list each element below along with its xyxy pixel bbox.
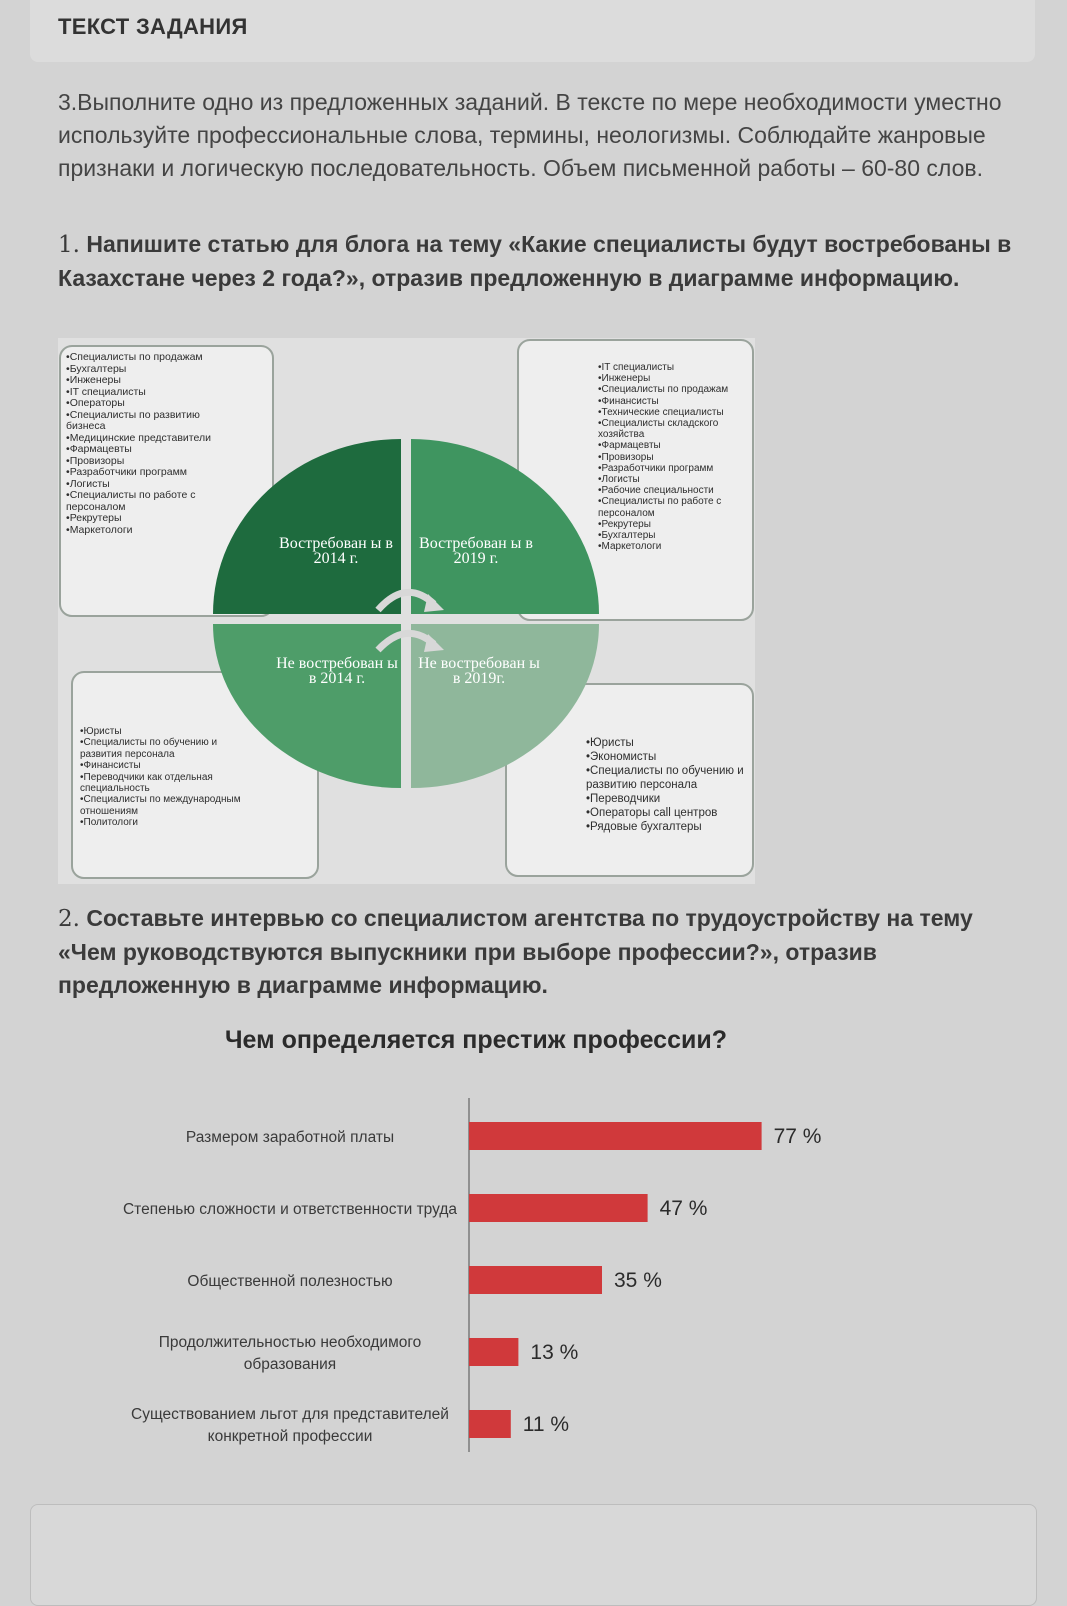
list-item: • Разработчики программ bbox=[66, 467, 216, 479]
bar-value-label: 35 % bbox=[614, 1269, 662, 1292]
list-item: • Бухгалтеры bbox=[598, 530, 748, 541]
list-item: • Переводчики bbox=[586, 792, 746, 806]
list-item: • Специалисты по обучению и развития персонала bbox=[80, 737, 245, 760]
bar bbox=[469, 1194, 648, 1222]
list-item: • Логисты bbox=[66, 479, 216, 491]
list-item: • Юристы bbox=[586, 736, 746, 750]
list-item: • Рекрутеры bbox=[598, 519, 748, 530]
list-item: • Маркетологи bbox=[66, 525, 216, 537]
list-item: • Финансисты bbox=[598, 396, 748, 407]
category-label: Размером заработной платы bbox=[185, 1129, 395, 1146]
list-item: • Медицинские представители bbox=[66, 433, 216, 445]
list-item: • Экономисты bbox=[586, 750, 746, 764]
list-item: • Инженеры bbox=[598, 373, 748, 384]
list-not-demanded-2019 bbox=[586, 736, 746, 834]
task-1-number: 1. bbox=[58, 232, 80, 258]
category-label: образования bbox=[243, 1356, 337, 1373]
label-demanded-2019: Востребован ы в 2019 г. bbox=[419, 535, 533, 567]
list-item: • Рекрутеры bbox=[66, 513, 216, 525]
list-item: • Разработчики программ bbox=[598, 463, 748, 474]
category-label: конкретной профессии bbox=[207, 1428, 373, 1445]
list-demanded-2014 bbox=[66, 352, 216, 536]
list-item: • Фармацевты bbox=[598, 440, 748, 451]
category-label: Общественной полезностью bbox=[187, 1273, 393, 1290]
bar-value-label: 77 % bbox=[773, 1125, 822, 1148]
task-2-number: 2. bbox=[58, 906, 80, 932]
list-item: • Рабочие специальности bbox=[598, 485, 748, 496]
task-2 bbox=[58, 902, 1018, 1002]
list-item: • Специалисты по работе с персоналом bbox=[66, 490, 216, 513]
list-demanded-2019 bbox=[598, 362, 748, 552]
prestige-bar-chart bbox=[58, 1012, 1018, 1462]
label-not-demanded-2019: Не востребован ы в 2019г. bbox=[418, 655, 540, 687]
bar bbox=[469, 1410, 511, 1438]
list-item: • Специалисты по обучению и развитию персонала bbox=[586, 764, 746, 792]
list-item: • Бухгалтеры bbox=[66, 364, 216, 376]
bar bbox=[469, 1266, 602, 1294]
task-2-text: Составьте интервью со специалистом агентства по трудоустройству на тему «Чем руководствуются выпускники при выборе профессии?», отразив предложенную в диаграмме информацию. bbox=[58, 905, 973, 998]
task-1-text: Напишите статью для блога на тему «Какие специалисты будут востребованы в Казахстане через 2 года?», отразив предложенную в диаграмме информацию. bbox=[58, 231, 1012, 291]
list-item: • Специалисты по продажам bbox=[598, 384, 748, 395]
bar-chart-svg bbox=[58, 1012, 1018, 1462]
demand-diagram bbox=[58, 338, 755, 884]
list-item: • Финансисты bbox=[80, 760, 245, 771]
bar bbox=[469, 1122, 762, 1150]
list-item: • Маркетологи bbox=[598, 541, 748, 552]
list-item: • Провизоры bbox=[66, 456, 216, 468]
list-item: • Операторы call центров bbox=[586, 806, 746, 820]
list-item: • Специалисты складского хозяйства bbox=[598, 418, 748, 440]
list-item: • Провизоры bbox=[598, 452, 748, 463]
list-item: • Юристы bbox=[80, 726, 245, 737]
list-item: • Рядовые бухгалтеры bbox=[586, 820, 746, 834]
list-item: • Операторы bbox=[66, 398, 216, 410]
list-item: • Фармацевты bbox=[66, 444, 216, 456]
list-item: • Логисты bbox=[598, 474, 748, 485]
label-demanded-2014: Востребован ы в 2014 г. bbox=[279, 535, 393, 567]
list-not-demanded-2014 bbox=[80, 726, 245, 829]
list-item: • IT специалисты bbox=[598, 362, 748, 373]
bar-value-label: 13 % bbox=[530, 1341, 579, 1364]
chart-title: Чем определяется престиж профессии? bbox=[224, 1026, 728, 1054]
list-item: • Политологи bbox=[80, 817, 245, 828]
list-item: • Специалисты по работе с персоналом bbox=[598, 496, 748, 518]
category-label: Продолжительностью необходимого bbox=[158, 1334, 422, 1351]
list-item: • Специалисты по международным отношениям bbox=[80, 794, 245, 817]
list-item: • Технические специалисты bbox=[598, 407, 748, 418]
bar-value-label: 47 % bbox=[659, 1197, 708, 1220]
category-label: Степенью сложности и ответственности труда bbox=[122, 1201, 458, 1218]
list-item: • Специалисты по продажам bbox=[66, 352, 216, 364]
task-1 bbox=[58, 228, 1018, 295]
list-item: • Переводчики как отдельная специальность bbox=[80, 772, 245, 795]
task-header bbox=[30, 0, 1035, 62]
task-instructions: 3.Выполните одно из предложенных заданий. В тексте по мере необходимости уместно используйте профессиональные слова, термины, неологизмы. Соблюдайте жанровые признаки и логическую последовательность. Объем письменной работы – 60-80 слов. bbox=[58, 89, 1002, 181]
list-item: • Инженеры bbox=[66, 375, 216, 387]
label-not-demanded-2014: Не востребован ы в 2014 г. bbox=[276, 655, 398, 687]
answer-box[interactable] bbox=[30, 1504, 1037, 1606]
category-label: Существованием льгот для представителей bbox=[131, 1406, 449, 1423]
task-header-title: ТЕКСТ ЗАДАНИЯ bbox=[58, 14, 248, 39]
bar bbox=[469, 1338, 518, 1366]
bar-value-label: 11 % bbox=[522, 1413, 570, 1436]
list-item: • IT специалисты bbox=[66, 387, 216, 399]
list-item: • Специалисты по развитию бизнеса bbox=[66, 410, 216, 433]
